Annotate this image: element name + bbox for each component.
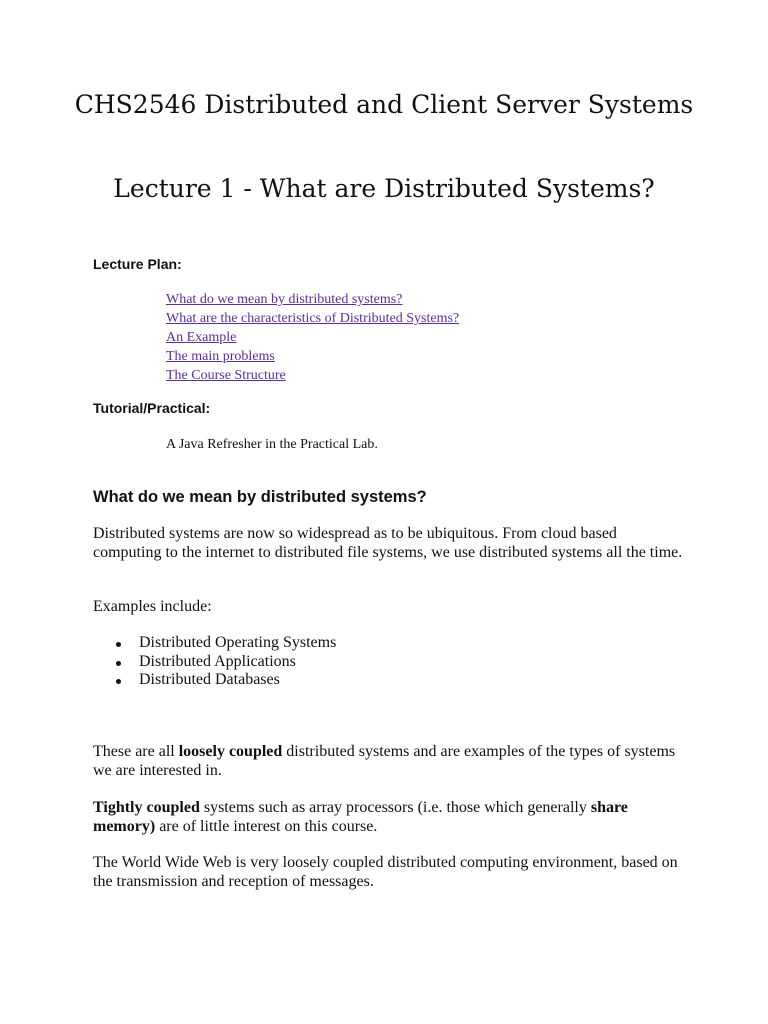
tightly-coupled-paragraph <box>93 799 683 836</box>
text-run: These are all <box>93 743 179 760</box>
loosely-coupled-paragraph <box>93 743 683 780</box>
text-run: distributed systems and are examples of the types of systems we are interested in. <box>93 743 676 779</box>
plan-link-item <box>166 347 459 366</box>
list-item <box>93 671 336 690</box>
list-item <box>93 634 336 653</box>
link-an-example[interactable]: An Example <box>166 330 237 345</box>
text-run: systems such as array processors (i.e. those which generally <box>199 799 591 816</box>
tutorial-text: A Java Refresher in the Practical Lab. <box>166 437 378 452</box>
section-heading: What do we mean by distributed systems? <box>93 488 427 506</box>
list-item-text: Distributed Applications <box>139 652 296 670</box>
bullet-icon <box>116 661 121 666</box>
bold-term-tightly-coupled: Tightly coupled <box>93 799 200 816</box>
course-title: CHS2546 Distributed and Client Server Systems <box>74 90 694 119</box>
bullet-icon <box>116 642 121 647</box>
bold-term-share-memory: share memory) <box>93 799 628 835</box>
link-distributed-systems-meaning[interactable]: What do we mean by distributed systems? <box>166 292 403 307</box>
lecture-plan-links <box>166 290 459 385</box>
plan-link-item <box>166 290 459 309</box>
plan-link-item <box>166 328 459 347</box>
examples-list <box>93 634 336 690</box>
tutorial-label: Tutorial/Practical: <box>93 400 211 416</box>
plan-link-item <box>166 366 459 385</box>
link-characteristics[interactable]: What are the characteristics of Distributed Systems? <box>166 311 460 326</box>
list-item-text: Distributed Databases <box>139 671 280 689</box>
link-course-structure[interactable]: The Course Structure <box>166 368 286 383</box>
examples-label: Examples include: <box>93 598 212 615</box>
list-item-text: Distributed Operating Systems <box>139 634 337 651</box>
link-main-problems[interactable]: The main problems <box>166 349 275 364</box>
lecture-title: Lecture 1 - What are Distributed Systems? <box>113 174 655 203</box>
bold-term-loosely-coupled: loosely coupled <box>178 743 283 760</box>
www-paragraph: The World Wide Web is very loosely coupled distributed computing environment, based on the transmission and reception of messages. <box>93 854 678 890</box>
list-item <box>93 653 336 672</box>
bullet-icon <box>116 679 121 684</box>
plan-link-item <box>166 309 459 328</box>
intro-paragraph: Distributed systems are now so widespread as to be ubiquitous. From cloud based computing to the internet to distributed file systems, we use distributed systems all the time. <box>93 525 683 561</box>
lecture-plan-label: Lecture Plan: <box>93 256 182 272</box>
text-run: are of little interest on this course. <box>155 817 378 835</box>
